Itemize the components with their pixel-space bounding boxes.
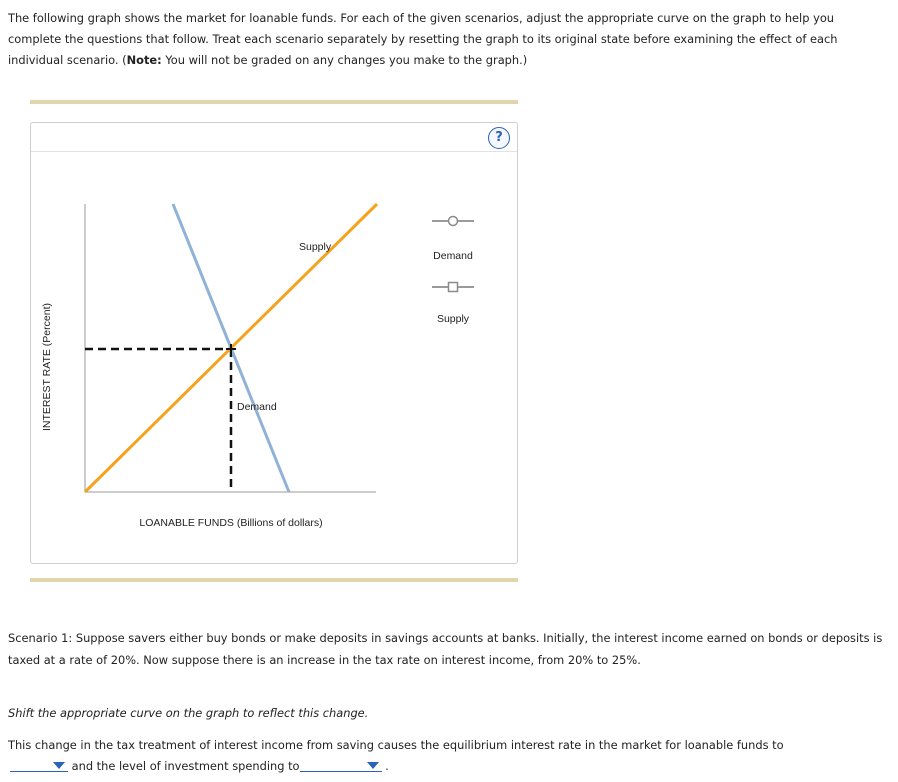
legend-supply-tool[interactable] [432, 283, 474, 326]
help-icon[interactable]: ? [488, 127, 510, 149]
legend-demand-label: Demand [433, 250, 473, 262]
loanable-funds-graph[interactable] [30, 122, 516, 562]
chevron-down-icon [53, 762, 65, 769]
note-text: You will not be graded on any changes you make to the graph.) [161, 53, 528, 67]
scenario-text: Scenario 1: Suppose savers either buy bonds or make deposits in savings accounts at banks. Initially, the interest income earned on bonds or deposits is taxed at a rate of 20%. Now suppose there is an increase in the tax rate on interest income, from 20% to 25%. [8, 631, 883, 667]
question-part2: and the level of investment spending to [68, 759, 300, 773]
legend-demand-tool[interactable] [432, 217, 474, 263]
interest-rate-dropdown[interactable] [10, 757, 68, 772]
supply-tool-square-icon[interactable] [449, 283, 458, 292]
y-axis-label: INTEREST RATE (Percent) [41, 303, 53, 431]
x-axis-label: LOANABLE FUNDS (Billions of dollars) [139, 517, 323, 529]
intro-paragraph [8, 8, 888, 71]
bottom-separator [30, 578, 518, 582]
question-text [8, 735, 892, 777]
chevron-down-icon [367, 762, 379, 769]
intro-text: The following graph shows the market for loanable funds. For each of the given scenarios, adjust the appropriate curve on the graph to help you complete the questions that follow. Treat each scenario separately by resetting the graph to its original state before examining the effect of each individual scenario. ( [8, 11, 838, 67]
demand-curve-label: Demand [237, 401, 277, 413]
question-part1: This change in the tax treatment of interest income from saving causes the equilibrium interest rate in the market for loanable funds to [8, 738, 784, 752]
supply-curve-label: Supply [299, 241, 332, 253]
demand-tool-circle-icon[interactable] [449, 217, 458, 226]
instruction-text: Shift the appropriate curve on the graph to reflect this change. [8, 706, 369, 720]
note-label: Note: [126, 53, 162, 67]
legend-supply-label: Supply [436, 313, 470, 325]
investment-spending-dropdown[interactable] [300, 757, 382, 772]
top-separator [30, 100, 518, 104]
question-end: . [381, 759, 389, 773]
